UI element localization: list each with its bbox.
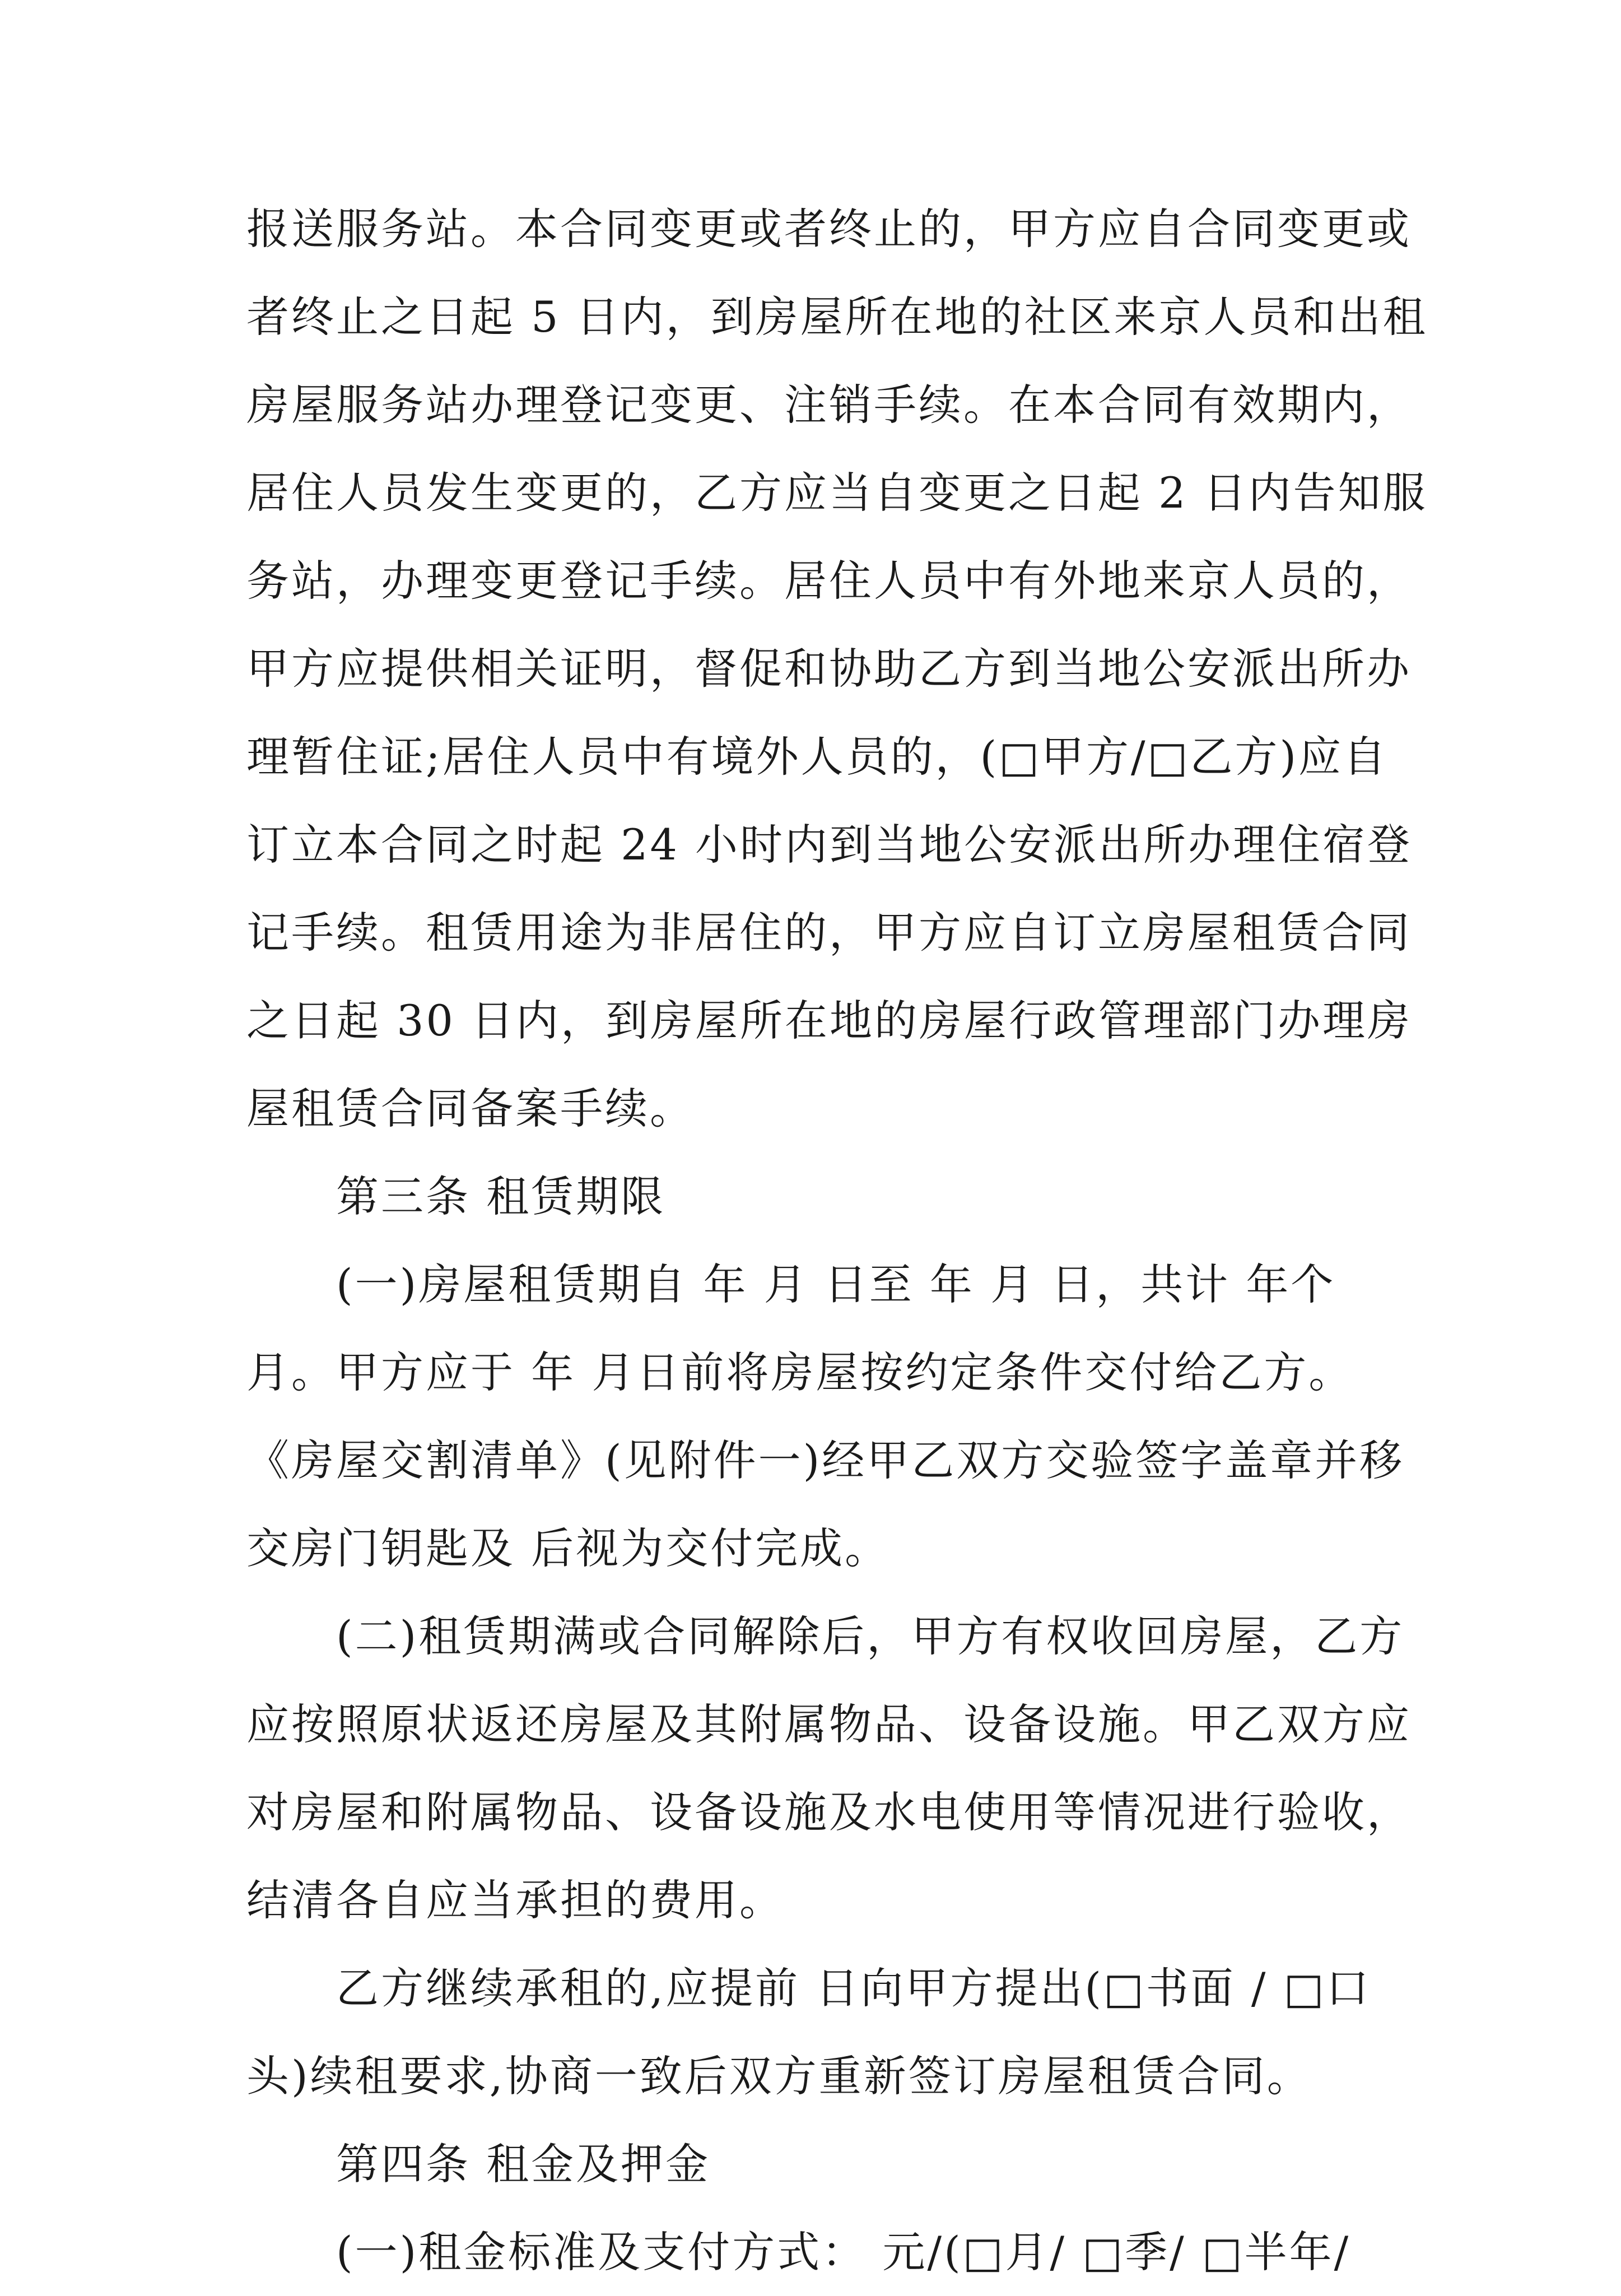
text-line: 结清各自应当承担的费用。 [246, 1875, 784, 1925]
text-line: 报送服务站。本合同变更或者终止的，甲方应自合同变更或 [246, 204, 1412, 254]
text-line: 交房门钥匙及 后视为交付完成。 [246, 1523, 890, 1573]
text-line: 应按照原状返还房屋及其附属物品、设备设施。甲乙双方应 [246, 1699, 1412, 1749]
text-line: 屋租赁合同备案手续。 [246, 1084, 695, 1133]
contract-text-body [246, 185, 1428, 2296]
text-line: (一)租金标准及支付方式： 元/(□月/ □季/ □半年/ [336, 2227, 1351, 2277]
text-line: 甲方应提供相关证明，督促和协助乙方到当地公安派出所办 [246, 644, 1412, 694]
text-line: 订立本合同之时起 24 小时内到当地公安派出所办理住宿登 [246, 820, 1413, 870]
text-line: 务站，办理变更登记手续。居住人员中有外地来京人员的， [246, 556, 1412, 606]
text-line: 对房屋和附属物品、设备设施及水电使用等情况进行验收， [246, 1787, 1412, 1837]
text-line: 乙方继续承租的,应提前 日向甲方提出(□书面 / □口 [336, 1963, 1371, 2013]
section-heading-article-3: 第三条 租赁期限 [336, 1172, 666, 1221]
text-line: (一)房屋租赁期自 年 月 日至 年 月 日，共计 年个 [336, 1259, 1336, 1309]
section-heading-article-4: 第四条 租金及押金 [336, 2139, 711, 2189]
text-line: 头)续租要求,协商一致后双方重新签订房屋租赁合同。 [246, 2051, 1312, 2101]
text-line: 《房屋交割清单》(见附件一)经甲乙双方交验签字盖章并移 [246, 1435, 1405, 1485]
text-line: (二)租赁期满或合同解除后，甲方有权收回房屋，乙方 [336, 1611, 1405, 1661]
text-line: 理暂住证;居住人员中有境外人员的，(□甲方/□乙方)应自 [246, 732, 1389, 782]
text-line: 之日起 30 日内，到房屋所在地的房屋行政管理部门办理房 [246, 996, 1413, 1045]
text-line: 者终止之日起 5 日内，到房屋所在地的社区来京人员和出租 [246, 292, 1428, 342]
text-line: 记手续。租赁用途为非居住的，甲方应自订立房屋租赁合同 [246, 908, 1412, 958]
text-line: 房屋服务站办理登记变更、注销手续。在本合同有效期内， [246, 380, 1412, 430]
text-line: 月。甲方应于 年 月日前将房屋按约定条件交付给乙方。 [246, 1347, 1354, 1397]
text-line: 居住人员发生变更的，乙方应当自变更之日起 2 日内告知服 [246, 468, 1428, 518]
